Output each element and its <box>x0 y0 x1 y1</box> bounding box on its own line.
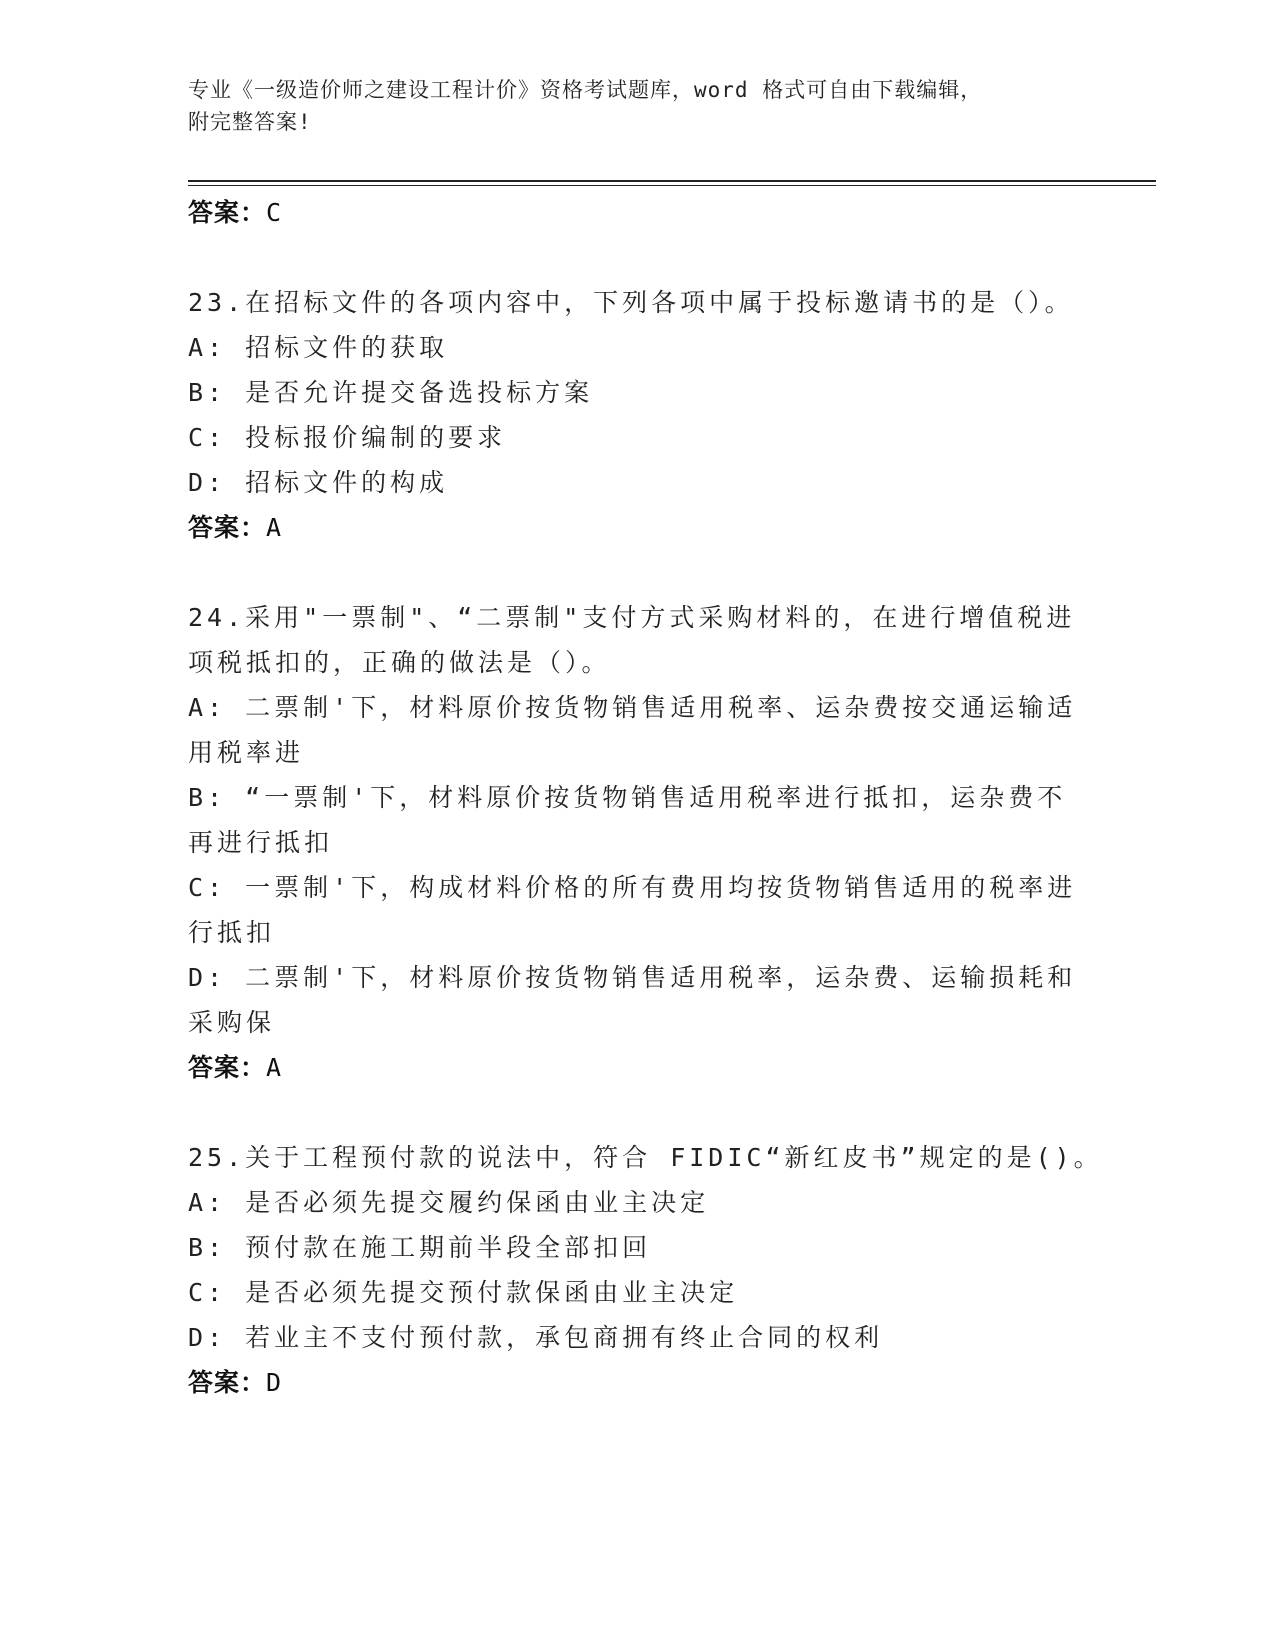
option-line: A: 是否必须先提交履约保函由业主决定 <box>188 1188 710 1217</box>
option-line: A: 二票制'下，材料原价按货物销售适用税率、运杂费按交通运输适 <box>188 693 1077 722</box>
question-list <box>188 280 1103 1405</box>
spacer <box>188 235 1068 280</box>
question-stem: 项税抵扣的，正确的做法是（）。 <box>188 648 611 677</box>
option-line: B: 预付款在施工期前半段全部扣回 <box>188 1233 652 1262</box>
answer-value: C <box>266 198 283 227</box>
header-line-2: 附完整答案! <box>188 110 312 134</box>
answer-label: 答案： <box>188 1053 267 1082</box>
answer-value: A <box>266 513 283 542</box>
answer-value: A <box>266 1053 283 1082</box>
option-line: D: 招标文件的构成 <box>188 468 449 497</box>
option-line: 用税率进 <box>188 738 305 767</box>
answer-line <box>188 190 1068 235</box>
option-line: B: 是否允许提交备选投标方案 <box>188 378 594 407</box>
header-divider-thin <box>188 185 1156 186</box>
option-line: 再进行抵扣 <box>188 828 334 857</box>
question-block <box>188 595 1077 1135</box>
question-block <box>188 1135 1103 1405</box>
answer-label: 答案： <box>188 1368 267 1397</box>
answer-label: 答案： <box>188 513 267 542</box>
option-line: D: 二票制'下，材料原价按货物销售适用税率，运杂费、运输损耗和 <box>188 963 1077 992</box>
answer-label: 答案： <box>188 198 267 227</box>
option-line: C: 一票制'下，构成材料价格的所有费用均按货物销售适用的税率进 <box>188 873 1077 902</box>
question-content <box>188 190 1103 1405</box>
option-line: D: 若业主不支付预付款，承包商拥有终止合同的权利 <box>188 1323 884 1352</box>
answer-line <box>188 1360 1068 1405</box>
spacer <box>188 550 1068 595</box>
option-line: 采购保 <box>188 1008 276 1037</box>
header-line-1: 专业《一级造价师之建设工程计价》资格考试题库，word 格式可自由下载编辑， <box>188 78 983 102</box>
header-divider-thick <box>188 180 1156 182</box>
answer-value: D <box>266 1368 283 1397</box>
option-line: A: 招标文件的获取 <box>188 333 449 362</box>
answer-line <box>188 1045 1068 1090</box>
question-stem: 24.采用"一票制"、“二票制"支付方式采购材料的，在进行增值税进 <box>188 603 1076 632</box>
option-line: C: 是否必须先提交预付款保函由业主决定 <box>188 1278 739 1307</box>
question-block <box>188 280 1074 595</box>
option-line: B: “一票制'下，材料原价按货物销售适用税率进行抵扣，运杂费不 <box>188 783 1067 812</box>
question-stem: 23.在招标文件的各项内容中，下列各项中属于投标邀请书的是（）。 <box>188 288 1074 317</box>
spacer <box>188 1090 1068 1135</box>
question-stem: 25.关于工程预付款的说法中，符合 FIDIC“新红皮书”规定的是()。 <box>188 1143 1103 1172</box>
answer-line <box>188 505 1068 550</box>
option-line: 行抵扣 <box>188 918 276 947</box>
option-line: C: 投标报价编制的要求 <box>188 423 507 452</box>
document-header <box>188 74 1068 138</box>
